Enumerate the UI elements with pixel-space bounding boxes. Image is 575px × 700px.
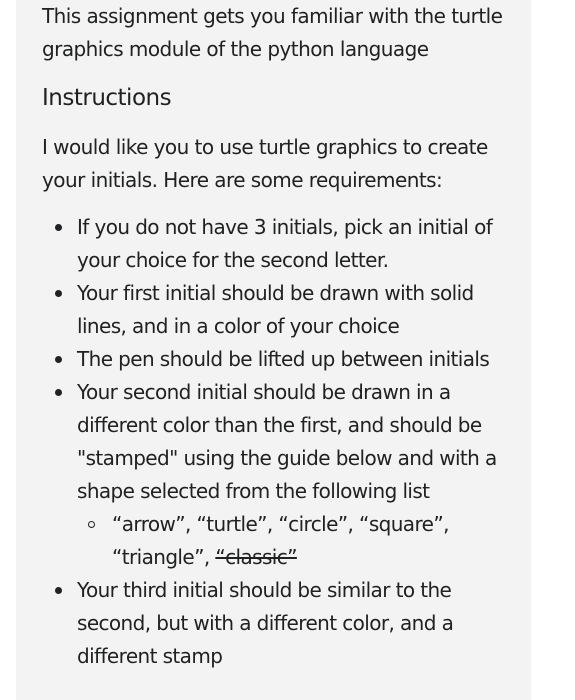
list-item <box>42 574 522 673</box>
requirement-text: Your first initial should be drawn with solid lines, and in a color of your choice <box>77 281 474 338</box>
instructions-heading: Instructions <box>42 85 172 111</box>
assignment-content <box>42 0 522 673</box>
shape-options-text: “arrow”, “turtle”, “circle”, “square”, “triangle”, <box>112 512 449 569</box>
requirement-text: Your third initial should be similar to the second, but with a different color, and a different stamp <box>77 578 454 668</box>
shape-sublist <box>77 508 522 574</box>
hollow-bullet-icon <box>88 521 95 528</box>
requirement-text: If you do not have 3 initials, pick an initial of your choice for the second letter. <box>77 215 493 272</box>
requirement-text: Your second initial should be drawn in a different color than the first, and should be "stamped" using the guide below and with a shape selected from the following list <box>77 380 497 503</box>
bullet-icon <box>55 587 62 594</box>
instructions-paragraph: I would like you to use turtle graphics to create your initials. Here are some requirements: <box>42 135 488 192</box>
requirement-text: The pen should be lifted up between initials <box>77 347 490 371</box>
list-item <box>77 508 522 574</box>
requirements-list <box>42 211 522 673</box>
list-item <box>42 211 522 277</box>
bullet-icon <box>55 290 62 297</box>
bullet-icon <box>55 356 62 363</box>
list-item <box>42 277 522 343</box>
bullet-icon <box>55 224 62 231</box>
struck-shape-option: “classic” <box>215 545 297 569</box>
list-item <box>42 376 522 574</box>
list-item <box>42 343 522 376</box>
assignment-panel <box>16 0 531 700</box>
intro-text: This assignment gets you familiar with the turtle graphics module of the python language <box>42 4 503 61</box>
bullet-icon <box>55 389 62 396</box>
